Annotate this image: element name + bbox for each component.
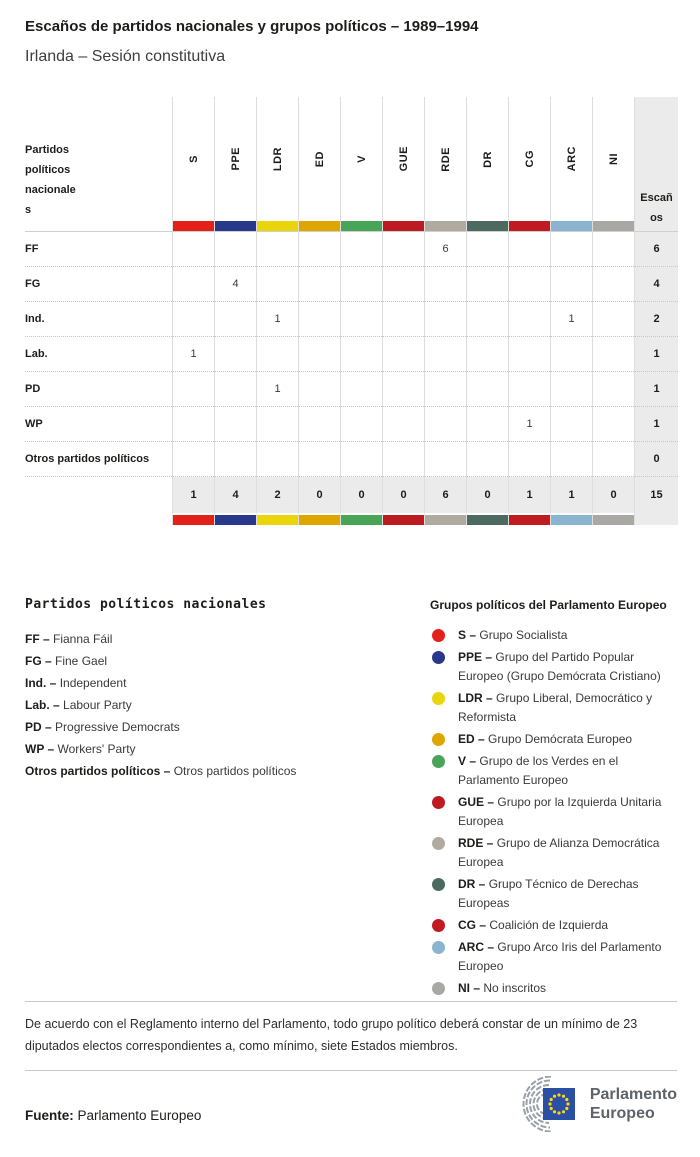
- group-code-label: ARC: [565, 146, 578, 172]
- logo-wordmark: [590, 1085, 677, 1123]
- seats-column-footer: [634, 513, 678, 525]
- party-name: Progressive Democrats: [55, 720, 180, 734]
- group-color-bar: [508, 513, 550, 525]
- group-abbr: DR –: [458, 877, 486, 891]
- seat-count-cell: [466, 302, 508, 337]
- seats-table: [25, 97, 678, 525]
- seat-count-cell: [424, 407, 466, 442]
- group-color-bar: [593, 221, 634, 231]
- party-row-label: Lab.: [25, 337, 172, 372]
- group-color-dot: [432, 651, 445, 664]
- party-abbr: WP –: [25, 742, 55, 756]
- seat-count-cell: [592, 232, 634, 267]
- group-legend-item: [430, 938, 677, 976]
- seat-count-cell: [298, 442, 340, 477]
- column-total-cell: 2: [256, 477, 298, 513]
- page-title: Escaños de partidos nacionales y grupos políticos – 1989–1994: [25, 18, 479, 35]
- row-seats-total: 6: [634, 232, 678, 267]
- group-color-bar: [299, 221, 340, 231]
- seat-count-cell: [508, 337, 550, 372]
- corner-header-label: Partidos políticos nacionales: [25, 144, 76, 216]
- seat-count-cell: [592, 407, 634, 442]
- party-row-label: WP: [25, 407, 172, 442]
- seats-column-header: [634, 97, 678, 232]
- group-color-dot: [432, 919, 445, 932]
- seat-count-cell: [424, 337, 466, 372]
- seat-count-cell: [382, 302, 424, 337]
- seat-count-cell: [340, 407, 382, 442]
- seat-count-cell: [256, 267, 298, 302]
- seat-count-cell: [466, 267, 508, 302]
- seat-count-cell: [298, 337, 340, 372]
- seat-count-cell: [172, 442, 214, 477]
- column-total-cell: 4: [214, 477, 256, 513]
- group-color-dot: [432, 733, 445, 746]
- group-code-label: DR: [481, 150, 494, 168]
- seat-count-cell: [172, 232, 214, 267]
- party-legend-item: [25, 672, 430, 694]
- seat-count-cell: [550, 267, 592, 302]
- group-abbr: LDR –: [458, 691, 493, 705]
- column-total-cell: 0: [466, 477, 508, 513]
- column-total-cell: 0: [298, 477, 340, 513]
- column-total-cell: 0: [340, 477, 382, 513]
- seat-count-cell: [466, 442, 508, 477]
- legend-section: [25, 597, 677, 1001]
- national-parties-legend: [25, 597, 430, 1001]
- group-color-bar: [424, 513, 466, 525]
- row-seats-total: 1: [634, 337, 678, 372]
- group-color-bar: [383, 221, 424, 231]
- seat-count-cell: [466, 407, 508, 442]
- party-row-label: Otros partidos políticos: [25, 442, 172, 477]
- party-row-label: Ind.: [25, 302, 172, 337]
- group-name: Grupo por la Izquierda Unitaria Europea: [458, 795, 662, 828]
- party-abbr: FG –: [25, 654, 52, 668]
- group-abbr: ED –: [458, 732, 485, 746]
- party-name: Fianna Fáil: [53, 632, 113, 646]
- seat-count-cell: [508, 302, 550, 337]
- seat-count-cell: [172, 372, 214, 407]
- seat-count-cell: [592, 337, 634, 372]
- group-color-bar: [215, 221, 256, 231]
- party-abbr: Otros partidos políticos –: [25, 764, 171, 778]
- row-seats-total: 2: [634, 302, 678, 337]
- group-abbr: CG –: [458, 918, 487, 932]
- hemicycle-eu-flag-icon: [481, 1076, 581, 1132]
- group-name: Grupo de Alianza Democrática Europea: [458, 836, 660, 869]
- group-color-bar: [256, 513, 298, 525]
- group-legend-item: [430, 916, 677, 935]
- column-total-cell: 6: [424, 477, 466, 513]
- seat-count-cell: [508, 372, 550, 407]
- group-name: Grupo de los Verdes en el Parlamento Europeo: [458, 754, 619, 787]
- group-color-dot: [432, 837, 445, 850]
- seat-count-cell: [550, 372, 592, 407]
- source-label: Fuente:: [25, 1108, 74, 1123]
- bar-row-spacer: [25, 513, 172, 525]
- group-column-header: [508, 97, 550, 232]
- group-color-bar: [172, 513, 214, 525]
- seat-count-cell: [424, 372, 466, 407]
- group-abbr: GUE –: [458, 795, 495, 809]
- group-column-header: [424, 97, 466, 232]
- european-parliament-logo: [481, 1076, 677, 1132]
- column-total-cell: 1: [550, 477, 592, 513]
- group-color-bar: [214, 513, 256, 525]
- seat-count-cell: 6: [424, 232, 466, 267]
- party-legend-item: [25, 716, 430, 738]
- group-legend-item: [430, 793, 677, 831]
- logo-line1: Parlamento: [589, 1086, 677, 1103]
- row-seats-total: 1: [634, 372, 678, 407]
- group-color-dot: [432, 755, 445, 768]
- group-column-header: [256, 97, 298, 232]
- group-name: Grupo Liberal, Democrático y Reformista: [458, 691, 653, 724]
- group-abbr: V –: [458, 754, 477, 768]
- seat-count-cell: [382, 407, 424, 442]
- seat-count-cell: [424, 267, 466, 302]
- source-row: [25, 1076, 677, 1144]
- group-legend-item: [430, 730, 677, 749]
- group-code-label: GUE: [397, 146, 410, 172]
- seat-count-cell: 1: [256, 302, 298, 337]
- group-column-header: [298, 97, 340, 232]
- seat-count-cell: [298, 302, 340, 337]
- national-parties-legend-title: Partidos políticos nacionales: [25, 597, 267, 612]
- seat-count-cell: [298, 232, 340, 267]
- seat-count-cell: [214, 302, 256, 337]
- party-legend-item: [25, 650, 430, 672]
- seat-count-cell: [298, 372, 340, 407]
- group-legend-item: [430, 979, 677, 998]
- source-text: [25, 1108, 201, 1123]
- group-abbr: S –: [458, 628, 477, 642]
- seat-count-cell: [466, 337, 508, 372]
- group-code-label: V: [355, 155, 368, 163]
- seat-count-cell: 4: [214, 267, 256, 302]
- party-abbr: PD –: [25, 720, 52, 734]
- column-total-cell: 0: [382, 477, 424, 513]
- group-color-bar: [298, 513, 340, 525]
- seat-count-cell: [172, 407, 214, 442]
- group-color-dot: [432, 982, 445, 995]
- group-legend-item: [430, 689, 677, 727]
- seat-count-cell: [592, 267, 634, 302]
- group-code-label: ED: [313, 150, 326, 168]
- group-color-bar: [341, 221, 382, 231]
- logo-line2: Europeo: [589, 1105, 655, 1122]
- group-column-header: [214, 97, 256, 232]
- seat-count-cell: [298, 407, 340, 442]
- group-abbr: NI –: [458, 981, 481, 995]
- party-legend-item: [25, 738, 430, 760]
- group-column-header: [172, 97, 214, 232]
- seat-count-cell: [214, 407, 256, 442]
- group-color-bar: [425, 221, 466, 231]
- group-column-header: [382, 97, 424, 232]
- group-name: Grupo Técnico de Derechas Europeas: [458, 877, 639, 910]
- seat-count-cell: [214, 372, 256, 407]
- seat-count-cell: [382, 372, 424, 407]
- party-row-label: FG: [25, 267, 172, 302]
- group-name: Grupo del Partido Popular Europeo (Grupo Demócrata Cristiano): [458, 650, 661, 683]
- group-code-label: S: [187, 155, 200, 163]
- group-name: Grupo Demócrata Europeo: [488, 732, 633, 746]
- group-name: Coalición de Izquierda: [489, 918, 609, 932]
- seat-count-cell: [466, 372, 508, 407]
- seat-count-cell: [214, 337, 256, 372]
- group-code-label: PPE: [229, 147, 242, 171]
- seat-count-cell: [508, 442, 550, 477]
- seat-count-cell: 1: [508, 407, 550, 442]
- group-legend-item: [430, 626, 677, 645]
- party-abbr: Lab. –: [25, 698, 60, 712]
- divider: [25, 1001, 677, 1002]
- party-legend-item: [25, 760, 430, 782]
- group-legend-item: [430, 752, 677, 790]
- party-row-label: FF: [25, 232, 172, 267]
- footnote-text: De acuerdo con el Reglamento interno del Parlamento, todo grupo político deberá constar de un mínimo de 23 diputados electos correspondientes a, como mínimo, siete Estados miembros.: [25, 1017, 638, 1053]
- group-legend-item: [430, 875, 677, 913]
- party-abbr: FF –: [25, 632, 50, 646]
- seat-count-cell: [550, 407, 592, 442]
- group-color-dot: [432, 878, 445, 891]
- group-color-dot: [432, 796, 445, 809]
- seat-count-cell: [172, 267, 214, 302]
- seat-count-cell: [592, 372, 634, 407]
- group-column-header: [592, 97, 634, 232]
- seat-count-cell: [256, 442, 298, 477]
- group-color-bar: [550, 513, 592, 525]
- group-column-header: [340, 97, 382, 232]
- party-row-label: PD: [25, 372, 172, 407]
- group-color-bar: [257, 221, 298, 231]
- seat-count-cell: [508, 232, 550, 267]
- seat-count-cell: 1: [172, 337, 214, 372]
- group-column-header: [466, 97, 508, 232]
- seat-count-cell: [424, 442, 466, 477]
- group-color-bar: [551, 221, 592, 231]
- party-name: Labour Party: [63, 698, 132, 712]
- page-subtitle: Irlanda – Sesión constitutiva: [25, 48, 226, 65]
- group-color-bar: [173, 221, 214, 231]
- row-seats-total: 1: [634, 407, 678, 442]
- group-color-bar: [466, 513, 508, 525]
- table-corner-header: [25, 97, 172, 232]
- row-seats-total: 0: [634, 442, 678, 477]
- seat-count-cell: [592, 442, 634, 477]
- seat-count-cell: [340, 442, 382, 477]
- group-color-bar: [340, 513, 382, 525]
- group-color-dot: [432, 692, 445, 705]
- group-name: Grupo Socialista: [479, 628, 568, 642]
- column-total-cell: 0: [592, 477, 634, 513]
- group-color-bar: [592, 513, 634, 525]
- seat-count-cell: [382, 337, 424, 372]
- seat-count-cell: [550, 442, 592, 477]
- group-color-dot: [432, 629, 445, 642]
- seat-count-cell: [340, 372, 382, 407]
- group-color-bar: [467, 221, 508, 231]
- group-column-header: [550, 97, 592, 232]
- seat-count-cell: 1: [550, 302, 592, 337]
- seat-count-cell: [340, 232, 382, 267]
- seat-count-cell: [382, 267, 424, 302]
- column-total-cell: 1: [172, 477, 214, 513]
- totals-row-spacer: [25, 477, 172, 513]
- seat-count-cell: [298, 267, 340, 302]
- group-color-bar: [382, 513, 424, 525]
- seat-count-cell: [340, 302, 382, 337]
- group-legend-item: [430, 834, 677, 872]
- grand-total-cell: 15: [634, 477, 678, 513]
- seat-count-cell: [466, 232, 508, 267]
- seat-count-cell: [340, 337, 382, 372]
- party-abbr: Ind. –: [25, 676, 57, 690]
- national-parties-legend-list: [25, 628, 430, 782]
- seat-count-cell: [508, 267, 550, 302]
- seat-count-cell: [256, 407, 298, 442]
- seat-count-cell: [256, 232, 298, 267]
- party-name: Workers' Party: [57, 742, 136, 756]
- divider: [25, 1070, 677, 1071]
- seat-count-cell: [550, 232, 592, 267]
- source-value: Parlamento Europeo: [77, 1108, 202, 1123]
- seat-count-cell: [256, 337, 298, 372]
- seat-count-cell: [214, 232, 256, 267]
- group-code-label: RDE: [439, 146, 452, 172]
- seat-count-cell: 1: [256, 372, 298, 407]
- seat-count-cell: [172, 302, 214, 337]
- group-color-dot: [432, 941, 445, 954]
- column-total-cell: 1: [508, 477, 550, 513]
- seat-count-cell: [382, 442, 424, 477]
- group-code-label: NI: [607, 153, 620, 165]
- group-abbr: ARC –: [458, 940, 495, 954]
- group-abbr: PPE –: [458, 650, 493, 664]
- party-name: Independent: [59, 676, 127, 690]
- party-name: Fine Gael: [55, 654, 108, 668]
- group-color-bar: [509, 221, 550, 231]
- group-name: No inscritos: [483, 981, 547, 995]
- seat-count-cell: [592, 302, 634, 337]
- political-groups-legend: [430, 597, 677, 1001]
- group-code-label: LDR: [271, 146, 284, 172]
- seat-count-cell: [214, 442, 256, 477]
- row-seats-total: 4: [634, 267, 678, 302]
- seat-count-cell: [382, 232, 424, 267]
- seat-count-cell: [550, 337, 592, 372]
- political-groups-legend-title: Grupos políticos del Parlamento Europeo: [430, 598, 667, 612]
- seat-count-cell: [424, 302, 466, 337]
- group-legend-item: [430, 648, 677, 686]
- party-legend-item: [25, 694, 430, 716]
- party-name: Otros partidos políticos: [173, 764, 297, 778]
- seats-header-label: Escaños: [640, 192, 673, 224]
- group-abbr: RDE –: [458, 836, 494, 850]
- political-groups-legend-list: [430, 626, 677, 998]
- group-name: Grupo Arco Iris del Parlamento Europeo: [458, 940, 662, 973]
- group-code-label: CG: [523, 150, 536, 168]
- party-legend-item: [25, 628, 430, 650]
- seat-count-cell: [340, 267, 382, 302]
